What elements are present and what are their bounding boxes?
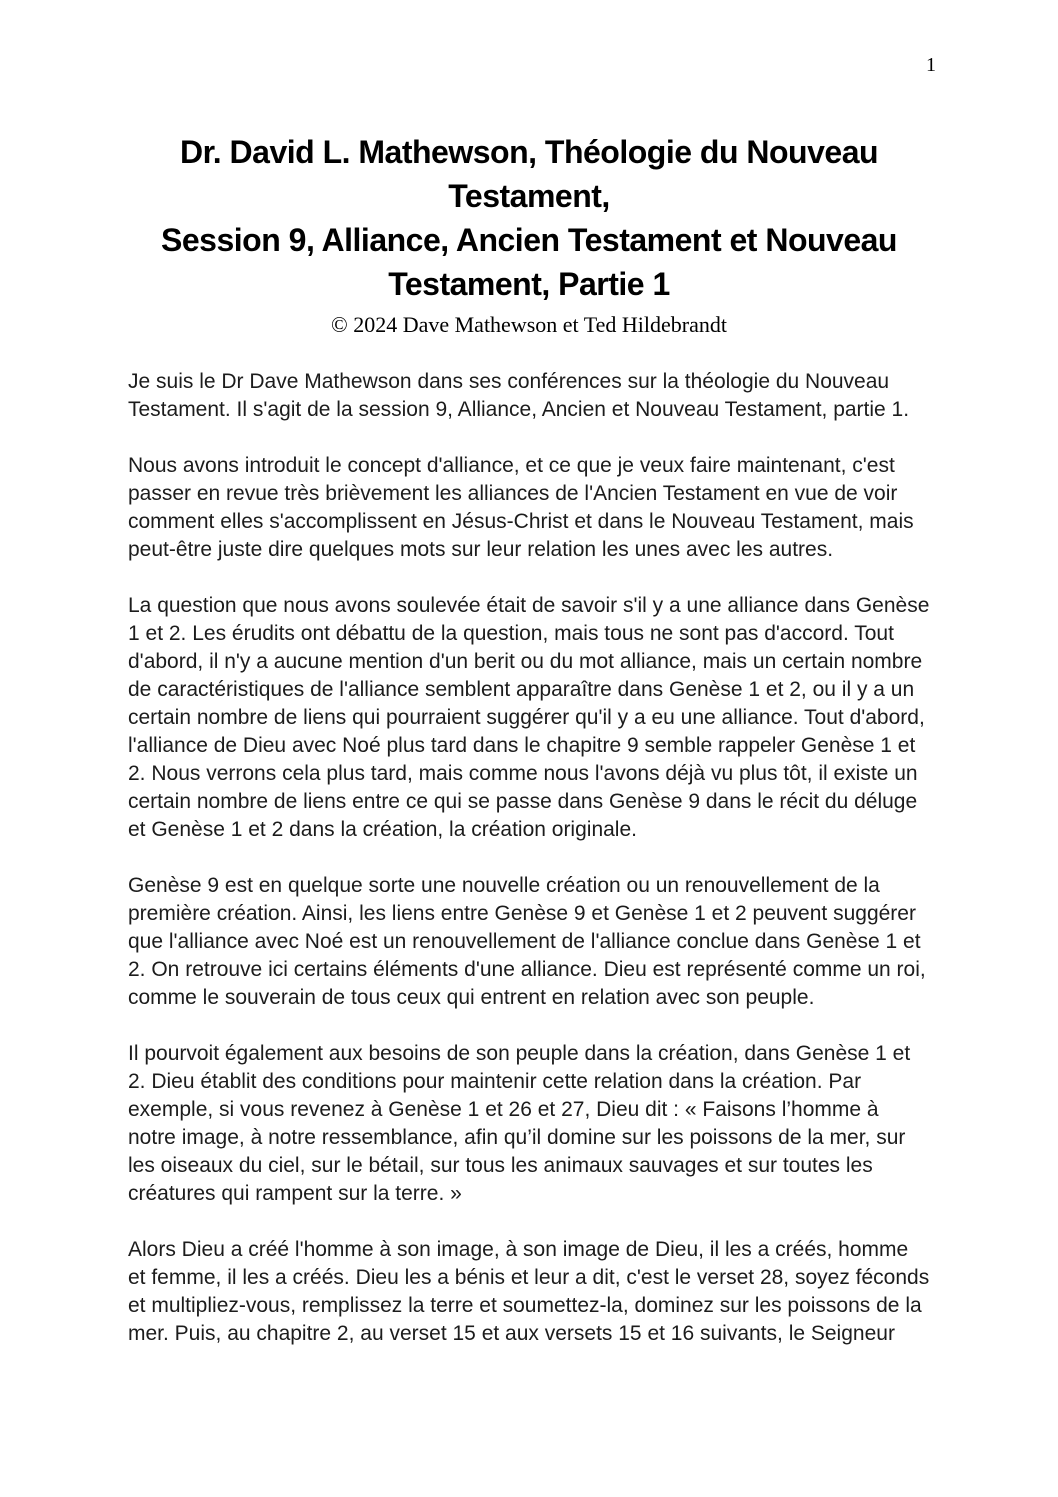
- paragraph-1: Je suis le Dr Dave Mathewson dans ses conférences sur la théologie du Nouveau Testament. Il s'agit de la session 9, Alliance, Ancien et Nouveau Testament, partie 1.: [128, 370, 910, 421]
- document-title: [129, 130, 929, 306]
- paragraph-3: La question que nous avons soulevée était de savoir s'il y a une alliance dans Genèse 1 et 2. Les érudits ont débattu de la question, mais tous ne sont pas d'accord. Tout d'abord, il n'y a aucune mention d'un berit ou du mot alliance, mais un certain nombre de caractéristiques de l'alliance semblent apparaître dans Genèse 1 et 2, ou il y a un certain nombre de liens qui pourraient suggérer qu'il y a eu une alliance. Tout d'abord, l'alliance de Dieu avec Noé plus tard dans le chapitre 9 semble rappeler Genèse 1 et 2. Nous verrons cela plus tard, mais comme nous l'avons déjà vu plus tôt, il existe un certain nombre de liens entre ce qui se passe dans Genèse 9 dans le récit du déluge et Genèse 1 et 2 dans la création, la création originale.: [128, 594, 930, 841]
- title-line-1: Dr. David L. Mathewson, Théologie du Nouveau Testament,: [179, 134, 879, 214]
- paragraph-4: Genèse 9 est en quelque sorte une nouvelle création ou un renouvellement de la première création. Ainsi, les liens entre Genèse 9 et Genèse 1 et 2 peuvent suggérer que l'alliance avec Noé est un renouvellement de l'alliance conclue dans Genèse 1 et 2. On retrouve ici certains éléments d'une alliance. Dieu est représenté comme un roi, comme le souverain de tous ceux qui entrent en relation avec son peuple.: [128, 874, 926, 1009]
- paragraph-2: Nous avons introduit le concept d'alliance, et ce que je veux faire maintenant, c'est passer en revue très brièvement les alliances de l'Ancien Testament en vue de voir comment elles s'accomplissent en Jésus-Christ et dans le Nouveau Testament, mais peut-être juste dire quelques mots sur leur relation les unes avec les autres.: [128, 454, 914, 561]
- paragraph-6: Alors Dieu a créé l'homme à son image, à son image de Dieu, il les a créés, homme et femme, il les a créés. Dieu les a bénis et leur a dit, c'est le verset 28, soyez féconds et multipliez-vous, remplissez la terre et soumettez-la, dominez sur les poissons de la mer. Puis, au chapitre 2, au verset 15 et aux versets 15 et 16 suivants, le Seigneur: [128, 1238, 930, 1345]
- title-line-2: Session 9, Alliance, Ancien Testament et Nouveau Testament, Partie 1: [161, 222, 897, 302]
- copyright-line: © 2024 Dave Mathewson et Ted Hildebrandt: [330, 312, 727, 337]
- document-body: [128, 368, 930, 1348]
- paragraph-5: Il pourvoit également aux besoins de son peuple dans la création, dans Genèse 1 et 2. Dieu établit des conditions pour maintenir cette relation dans la création. Par exemple, si vous revenez à Genèse 1 et 26 et 27, Dieu dit : « Faisons l’homme à notre image, à notre ressemblance, afin qu’il domine sur les poissons de la mer, sur les oiseaux du ciel, sur le bétail, sur tous les animaux sauvages et sur toutes les créatures qui rampent sur la terre. »: [128, 1042, 911, 1205]
- document-header: [0, 0, 1058, 338]
- page-number: 1: [926, 54, 936, 76]
